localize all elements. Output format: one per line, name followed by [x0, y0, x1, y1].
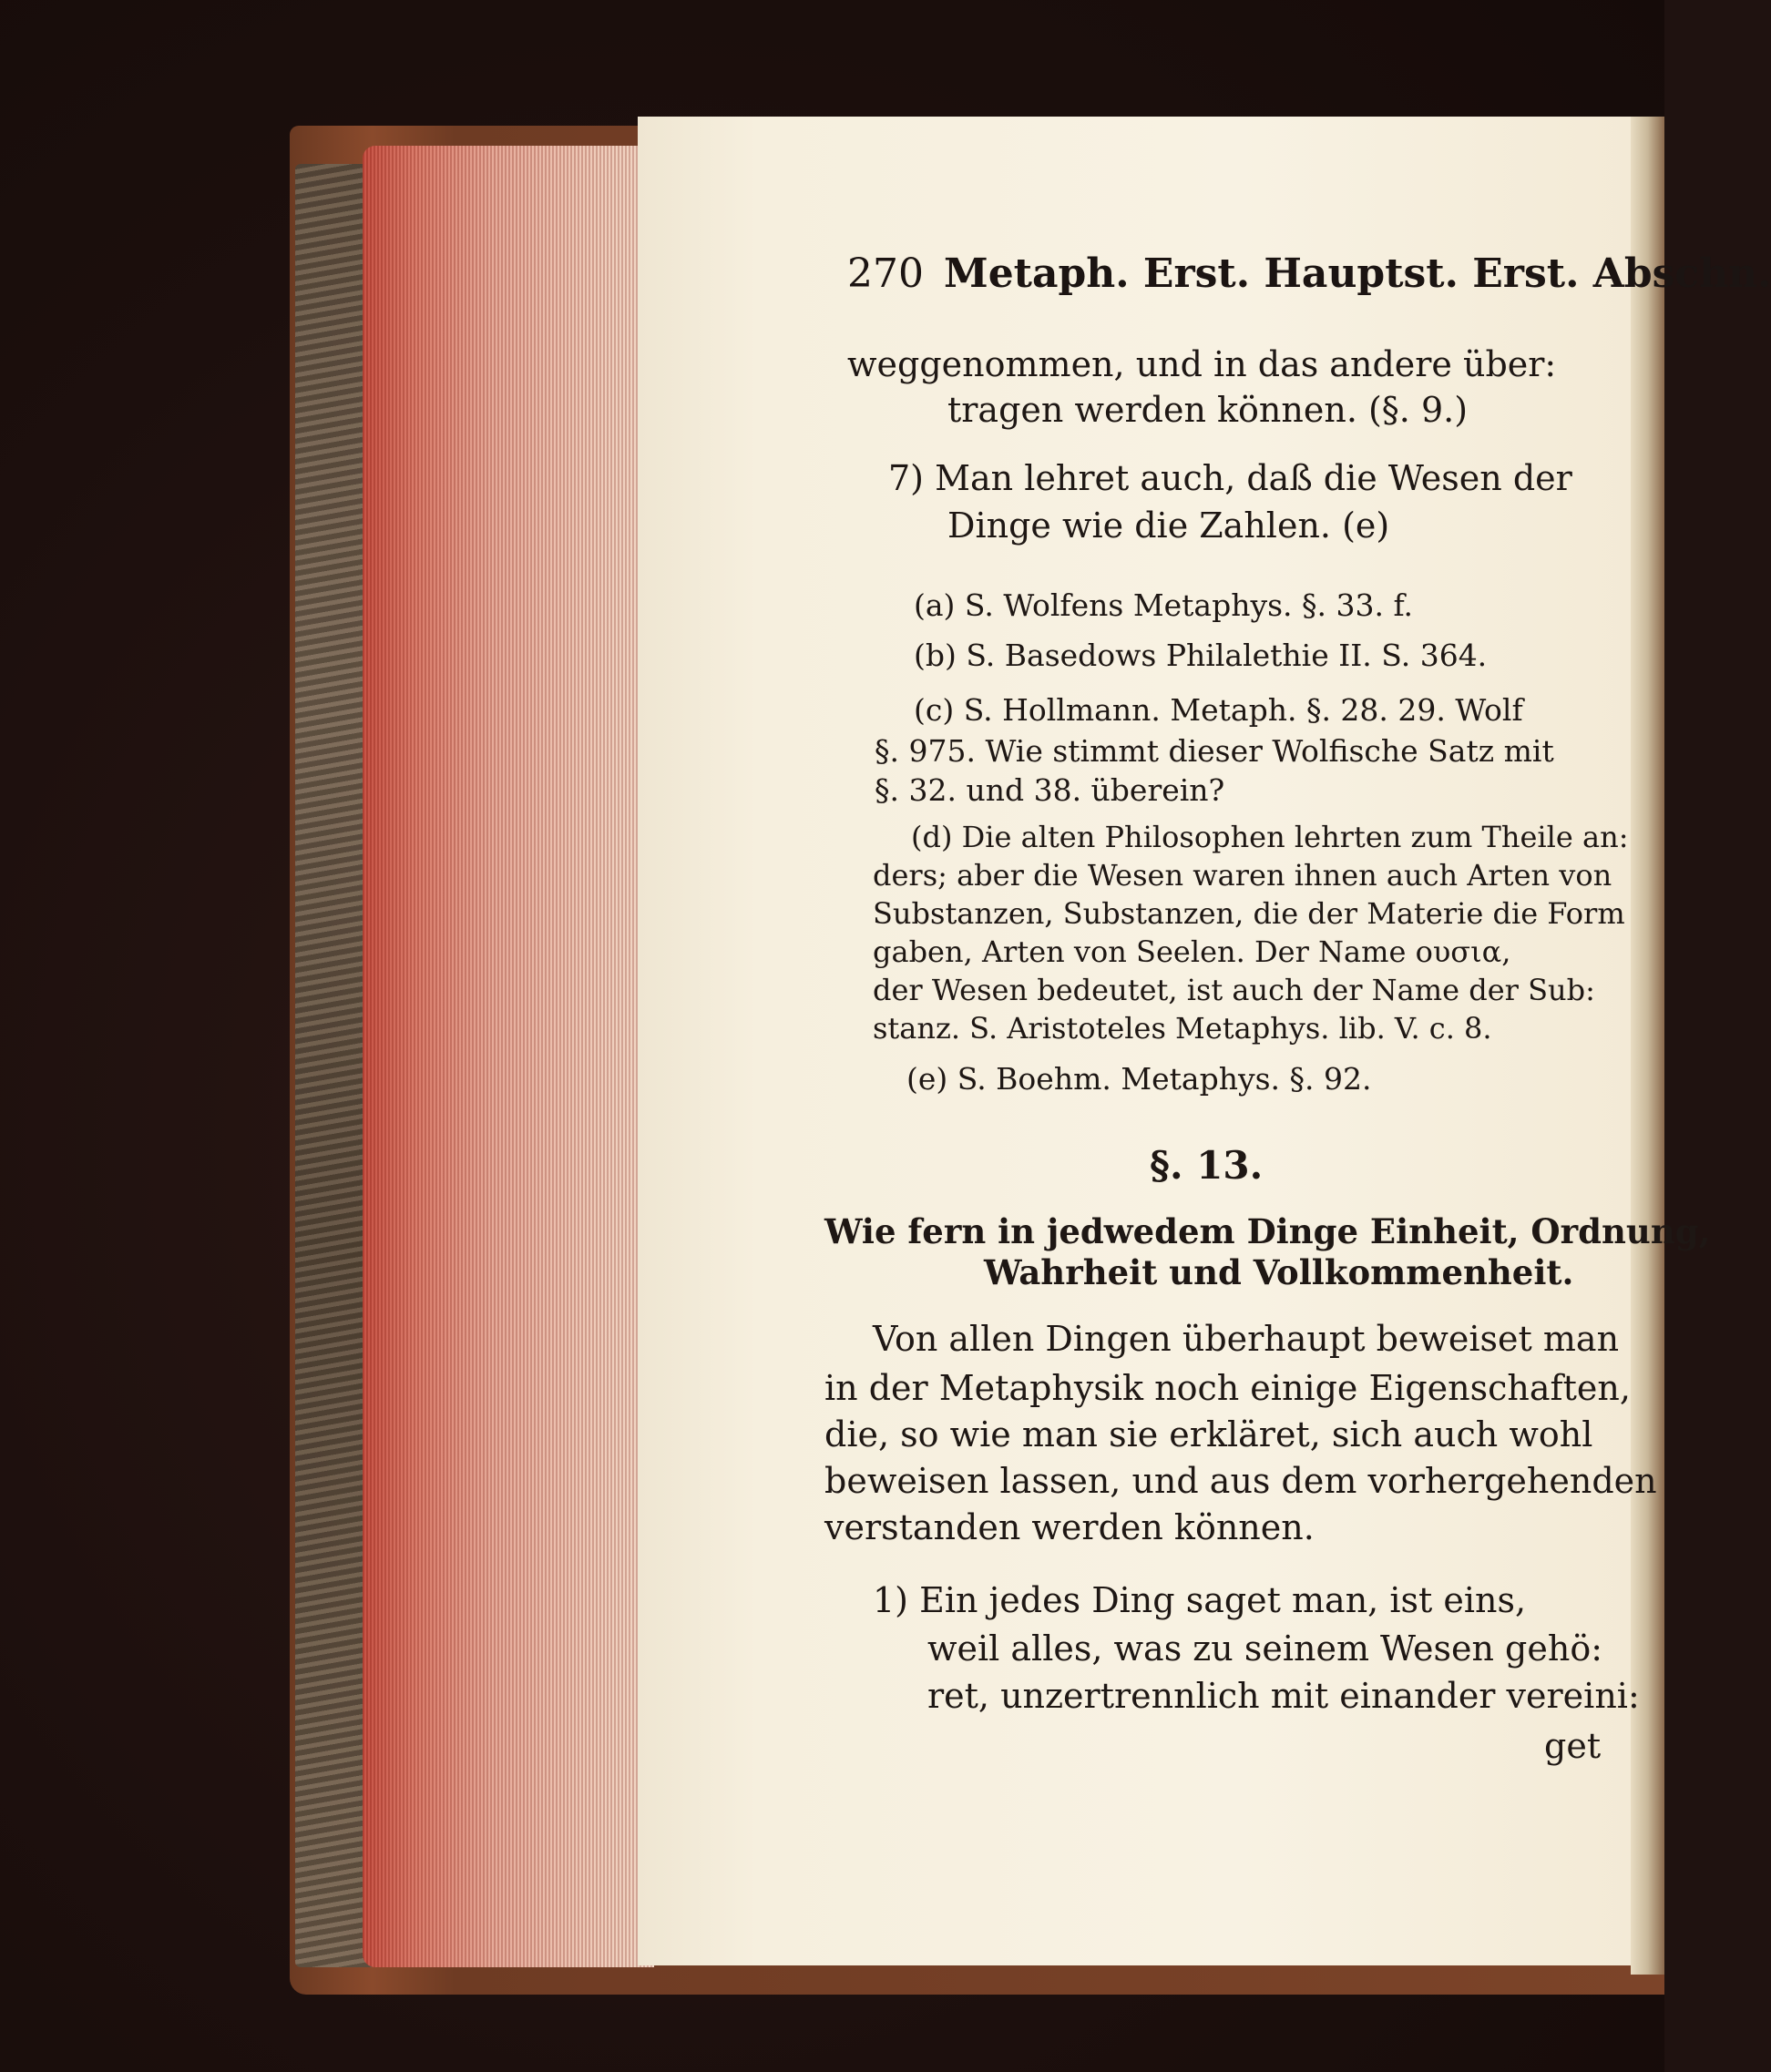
paragraph-line: in der Metaphysik noch einige Eigenschaften, [824, 1368, 1631, 1408]
paragraph-line: verstanden werden können. [824, 1507, 1315, 1547]
text-line: weggenommen, und in das andere über: [847, 344, 1557, 384]
red-page-edges [363, 146, 654, 1967]
paragraph-line: die, so wie man sie erkläret, sich auch wohl [824, 1414, 1593, 1454]
footnote-e: (e) S. Boehm. Metaphys. §. 92. [906, 1061, 1372, 1097]
paragraph-line: Von allen Dingen überhaupt beweiset man [873, 1319, 1620, 1359]
item-7-line: 7) Man lehret auch, daß die Wesen der [888, 458, 1572, 498]
footnote-d: stanz. S. Aristoteles Metaphys. lib. V. c. 8. [873, 1011, 1492, 1046]
footnote-d: ders; aber die Wesen waren ihnen auch Arten von [873, 858, 1612, 893]
footnote-c: (c) S. Hollmann. Metaph. §. 28. 29. Wolf [914, 692, 1523, 728]
running-head [847, 250, 1771, 297]
footnote-d: (d) Die alten Philosophen lehrten zum Theile an: [911, 820, 1629, 854]
footnote-d: Substanzen, Substanzen, die der Materie die Form [873, 896, 1625, 931]
item-7-line: Dinge wie die Zahlen. (e) [947, 505, 1390, 546]
footnote-a: (a) S. Wolfens Metaphys. §. 33. f. [914, 587, 1414, 623]
section-title: Wie fern in jedwedem Dinge Einheit, Ordnung, [824, 1211, 1711, 1251]
footnote-b: (b) S. Basedows Philalethie II. S. 364. [914, 638, 1488, 673]
item-1-line: 1) Ein jedes Ding saget man, ist eins, [873, 1580, 1527, 1620]
footnote-d: der Wesen bedeutet, ist auch der Name der Sub: [873, 973, 1595, 1007]
catchword: get [1544, 1726, 1602, 1766]
footnote-d: gaben, Arten von Seelen. Der Name ουσια, [873, 934, 1511, 969]
footnote-c: §. 32. und 38. überein? [875, 772, 1225, 808]
text-line: tragen werden können. (§. 9.) [947, 390, 1469, 430]
section-title: Wahrheit und Vollkommenheit. [984, 1252, 1574, 1292]
paragraph-line: beweisen lassen, und aus dem vorhergehenden [824, 1461, 1657, 1501]
item-1-line: ret, unzertrennlich mit einander vereini: [927, 1676, 1640, 1716]
section-number: §. 13. [1150, 1143, 1264, 1188]
item-1-line: weil alles, was zu seinem Wesen gehö: [927, 1628, 1603, 1669]
page-number: 270 [847, 250, 924, 297]
footnote-c: §. 975. Wie stimmt dieser Wolfische Satz mit [875, 733, 1554, 769]
running-head-title: Metaph. Erst. Hauptst. Erst. Abschn. [943, 250, 1771, 297]
